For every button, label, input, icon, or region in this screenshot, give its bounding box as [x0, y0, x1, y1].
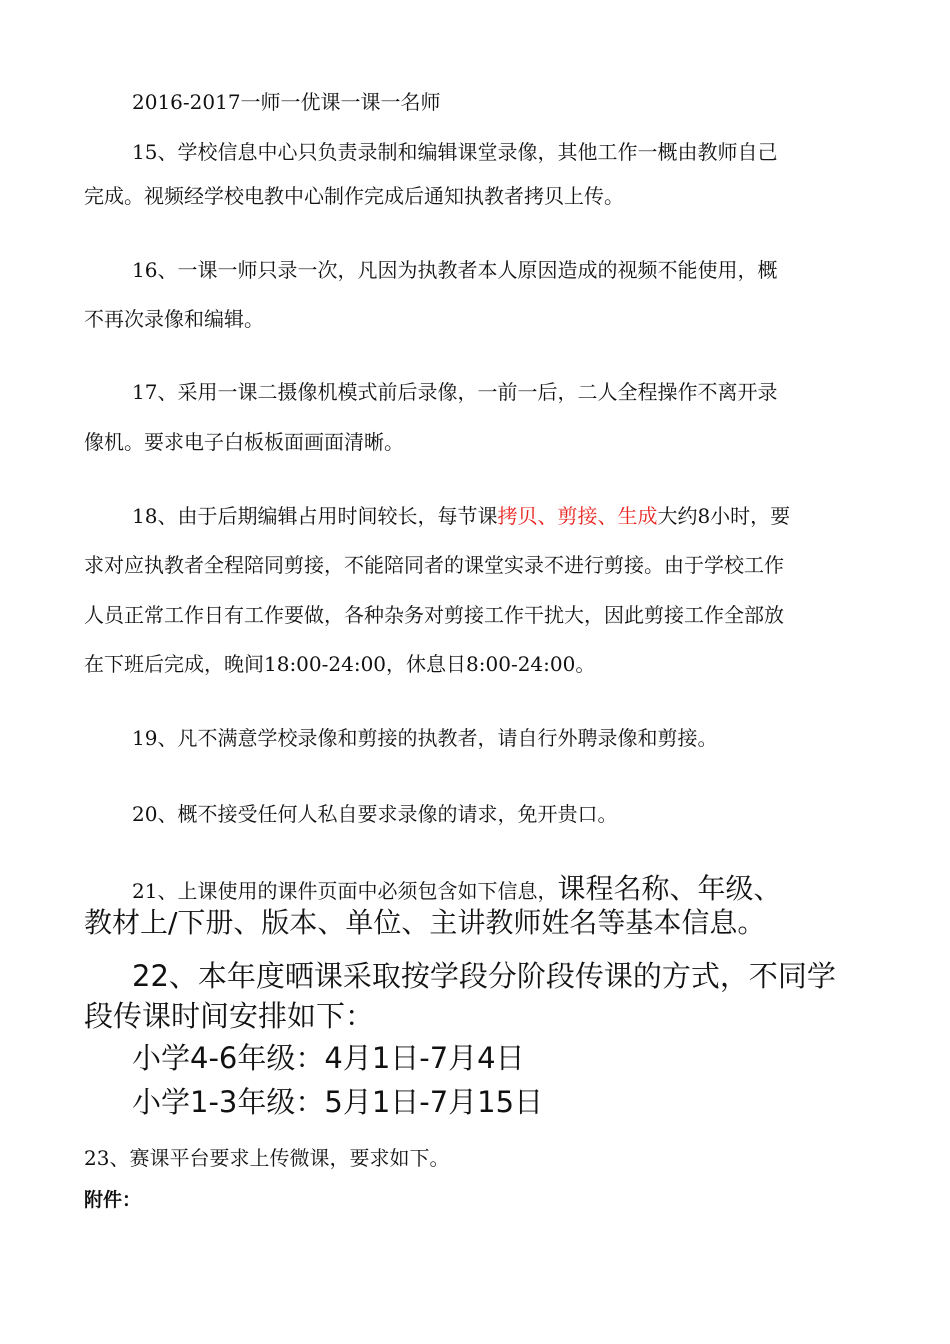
item-18-line-2: 求对应执教者全程陪同剪接，不能陪同者的课堂实录不进行剪接。由于学校工作 — [84, 553, 784, 577]
item-15-line-2: 完成。视频经学校电教中心制作完成后通知执教者拷贝上传。 — [84, 184, 624, 208]
item-18-line-1 — [132, 502, 790, 530]
item-17-line-2: 像机。要求电子白板板面画面清晰。 — [84, 430, 404, 454]
item-16-line-2: 不再次录像和编辑。 — [84, 307, 264, 331]
item-21-text-a: 21、上课使用的课件页面中必须包含如下信息， — [132, 879, 558, 903]
item-17-line-1: 17、采用一课二摄像机模式前后录像，一前一后，二人全程操作不离开录 — [132, 380, 778, 404]
item-22-line-1: 22、本年度晒课采取按学段分阶段传课的方式，不同学 — [132, 959, 836, 993]
item-21-big-text: 课程名称、年级、 — [557, 872, 782, 905]
item-22-schedule-2: 小学1-3年级：5月1日-7月15日 — [132, 1085, 544, 1119]
item-20-line-1: 20、概不接受任何人私自要求录像的请求，免开贵口。 — [132, 802, 618, 826]
item-18-text-a: 18、由于后期编辑占用时间较长，每节课 — [132, 504, 498, 528]
item-22-schedule-1: 小学4-6年级：4月1日-7月4日 — [132, 1041, 525, 1075]
item-23-line-1: 23、赛课平台要求上传微课，要求如下。 — [84, 1146, 450, 1170]
attachment-label: 附件： — [84, 1189, 142, 1211]
item-18-text-b: 大约8小时，要 — [657, 504, 791, 528]
item-16-line-1: 16、一课一师只录一次，凡因为执教者本人原因造成的视频不能使用，概 — [132, 258, 778, 282]
item-15-line-1: 15、学校信息中心只负责录制和编辑课堂录像，其他工作一概由教师自己 — [132, 140, 778, 164]
item-21-line-2: 教材上/下册、版本、单位、主讲教师姓名等基本信息。 — [84, 906, 766, 939]
document-header: 2016-2017一师一优课一课一名师 — [132, 90, 441, 114]
item-18-line-3: 人员正常工作日有工作要做，各种杂务对剪接工作干扰大，因此剪接工作全部放 — [84, 603, 784, 627]
item-18-highlight: 拷贝、剪接、生成 — [497, 504, 658, 528]
item-18-line-4: 在下班后完成，晚间18:00-24:00，休息日8:00-24:00。 — [84, 652, 596, 676]
item-19-line-1: 19、凡不满意学校录像和剪接的执教者，请自行外聘录像和剪接。 — [132, 726, 718, 750]
item-22-line-2: 段传课时间安排如下： — [84, 999, 375, 1033]
item-21-line-1 — [132, 870, 781, 908]
